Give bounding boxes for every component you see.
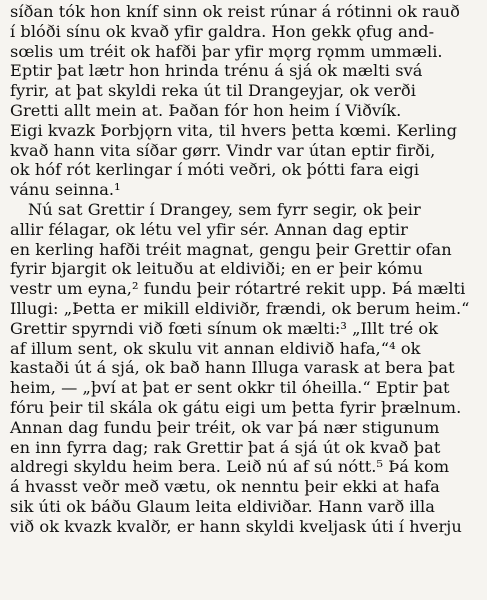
text-line: ok hóf rót kerlingar í móti veðri, ok þótti fara eigi bbox=[10, 160, 420, 180]
text-line: Eigi kvazk Þorbjǫrn vita, til hvers þetta kœmi. Kerling bbox=[10, 120, 457, 140]
text-line: við ok kvazk kvalðr, er hann skyldi kveljask úti í hverju bbox=[10, 516, 462, 536]
text-line: Illugi: „Þetta er mikill eldiviðr, frændi, ok berum heim.“ bbox=[10, 298, 470, 318]
text-line: Gretti allt mein at. Þaðan fór hon heim í Viðvík. bbox=[10, 100, 402, 120]
text-line: vánu seinna.¹ bbox=[10, 180, 121, 200]
text-line: kvað hann vita síðar gørr. Vindr var útan eptir firði, bbox=[10, 140, 436, 160]
text-line: heim, — „því at þat er sent okkr til óheilla.“ Eptir þat bbox=[10, 378, 450, 398]
text-line: en inn fyrra dag; rak Grettir þat á sjá út ok kvað þat bbox=[10, 437, 441, 457]
text-line: kastaði út á sjá, ok bað hann Illuga varask at bera þat bbox=[10, 358, 455, 378]
text-line: Annan dag fundu þeir tréit, ok var þá nær stigunum bbox=[10, 417, 440, 437]
text-line: aldregi skyldu heim bera. Leið nú af sú nótt.⁵ Þá kom bbox=[10, 457, 450, 477]
text-line: Grettir spyrndi við fœti sínum ok mælti:³ „Illt tré ok bbox=[10, 318, 439, 338]
text-line: sik úti ok báðu Glaum leita eldiviðar. Hann varð illa bbox=[10, 496, 435, 516]
text-line: allir félagar, ok létu vel yfir sér. Annan dag eptir bbox=[10, 219, 408, 239]
text-line: fyrir, at þat skyldi reka út til Drangeyjar, ok verði bbox=[10, 81, 416, 101]
text-line: síðan tók hon kníf sinn ok reist rúnar á rótinni ok rauð bbox=[10, 2, 460, 21]
text-line: á hvasst veðr með vætu, ok nenntu þeir ekki at hafa bbox=[10, 477, 440, 497]
text-line: af illum sent, ok skulu vit annan eldivið hafa,“⁴ ok bbox=[10, 338, 421, 358]
text-line: en kerling hafði tréit magnat, gengu þeir Grettir ofan bbox=[10, 239, 452, 259]
text-line: í blóði sínu ok kvað yfir galdra. Hon gekk ǫfug and- bbox=[10, 21, 435, 41]
text-line: Eptir þat lætr hon hrinda trénu á sjá ok mælti svá bbox=[10, 61, 423, 81]
text-line: sœlis um tréit ok hafði þar yfir mǫrg rǫmm ummæli. bbox=[10, 41, 443, 61]
text-line: vestr um eyna,² fundu þeir rótartré rekit upp. Þá mælti bbox=[10, 279, 466, 299]
text-line: fóru þeir til skála ok gátu eigi um þetta fyrir þrælnum. bbox=[10, 397, 462, 417]
paragraph-1 bbox=[10, 2, 477, 200]
text-line: fyrir bjargit ok leituðu at eldiviði; en er þeir kómu bbox=[10, 259, 423, 279]
paragraph-2 bbox=[10, 200, 477, 537]
text-line: Nú sat Grettir í Drangey, sem fyrr segir, ok þeir bbox=[28, 199, 421, 219]
